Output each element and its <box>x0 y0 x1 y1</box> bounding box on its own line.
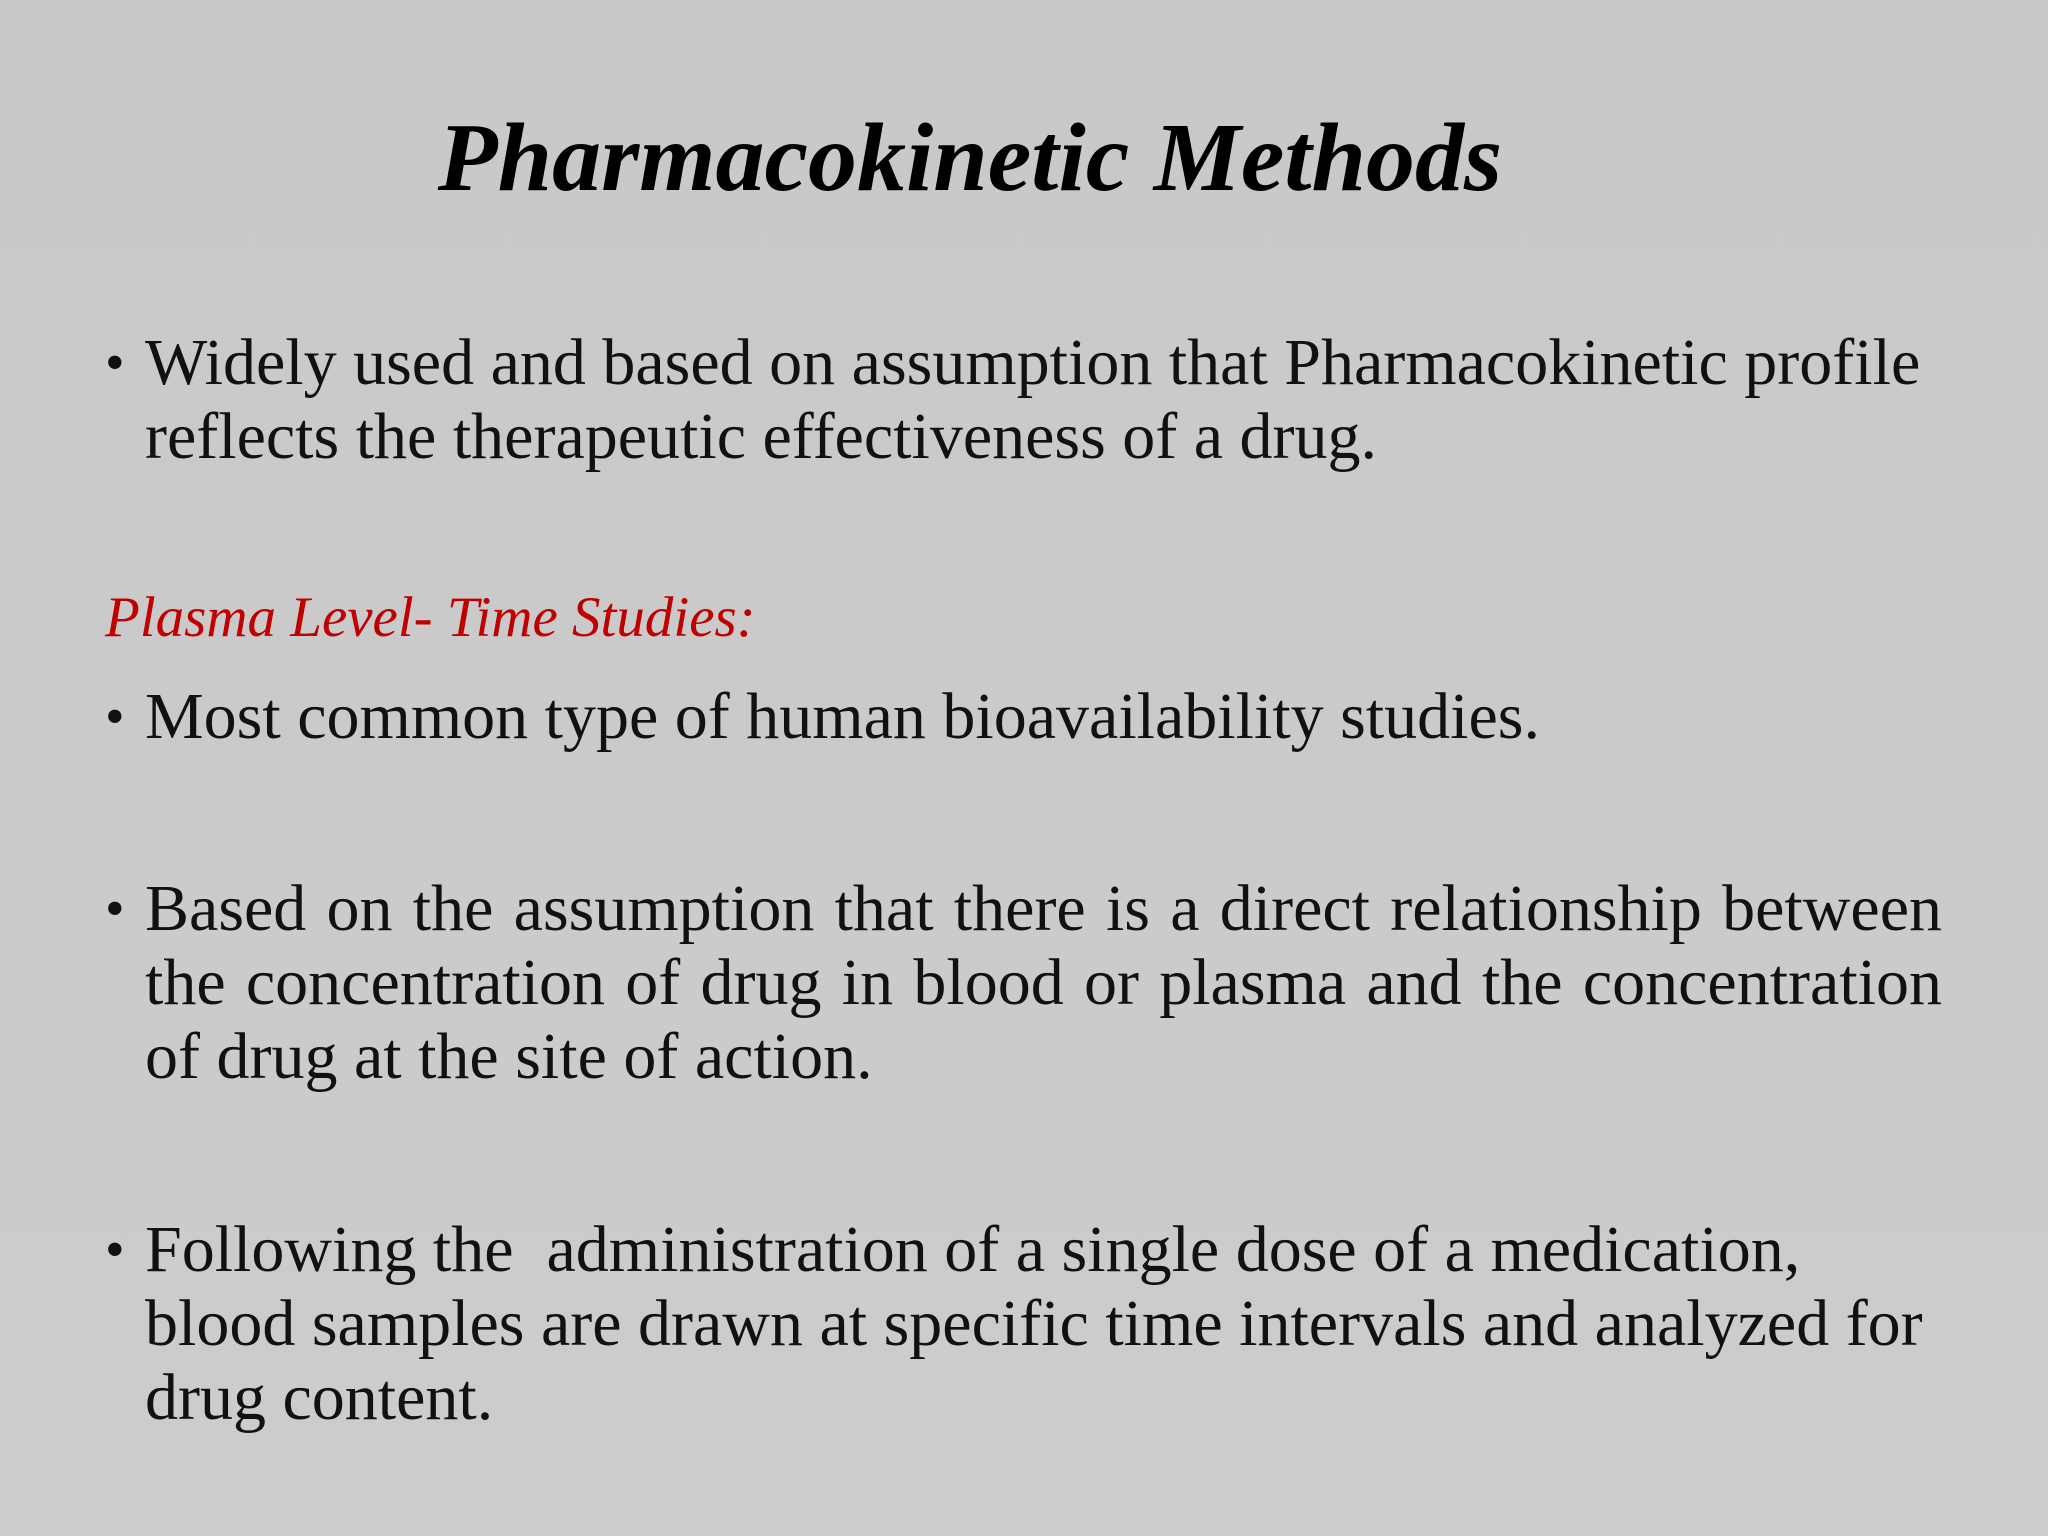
bullet-item-text: Based on the assumption that there is a direct relationship between the concentration of drug in blood or plasma and the concentration of drug at the site of action. <box>145 872 1942 1093</box>
bullet-item-text: Most common type of human bioavailability studies. <box>145 680 1540 753</box>
bullet-item <box>105 872 1942 1094</box>
intro-bullet <box>105 326 1942 474</box>
bullet-item-text: Following the administration of a single dose of a medication, blood samples are drawn at specific time intervals and analyzed for drug content. <box>145 1213 1940 1434</box>
bullet-icon: • <box>105 332 125 394</box>
slide-title: Pharmacokinetic Methods <box>437 104 1503 212</box>
bullet-icon: • <box>105 686 125 748</box>
intro-bullet-text: Widely used and based on assumption that Pharmacokinetic profile reflects the therapeutic effectiveness of a drug. <box>145 326 1921 473</box>
bullet-icon: • <box>105 878 125 940</box>
bullet-icon: • <box>105 1219 125 1281</box>
bullet-item <box>105 1213 1942 1435</box>
bullet-item <box>105 680 1942 754</box>
section-heading: Plasma Level- Time Studies: <box>105 586 756 649</box>
